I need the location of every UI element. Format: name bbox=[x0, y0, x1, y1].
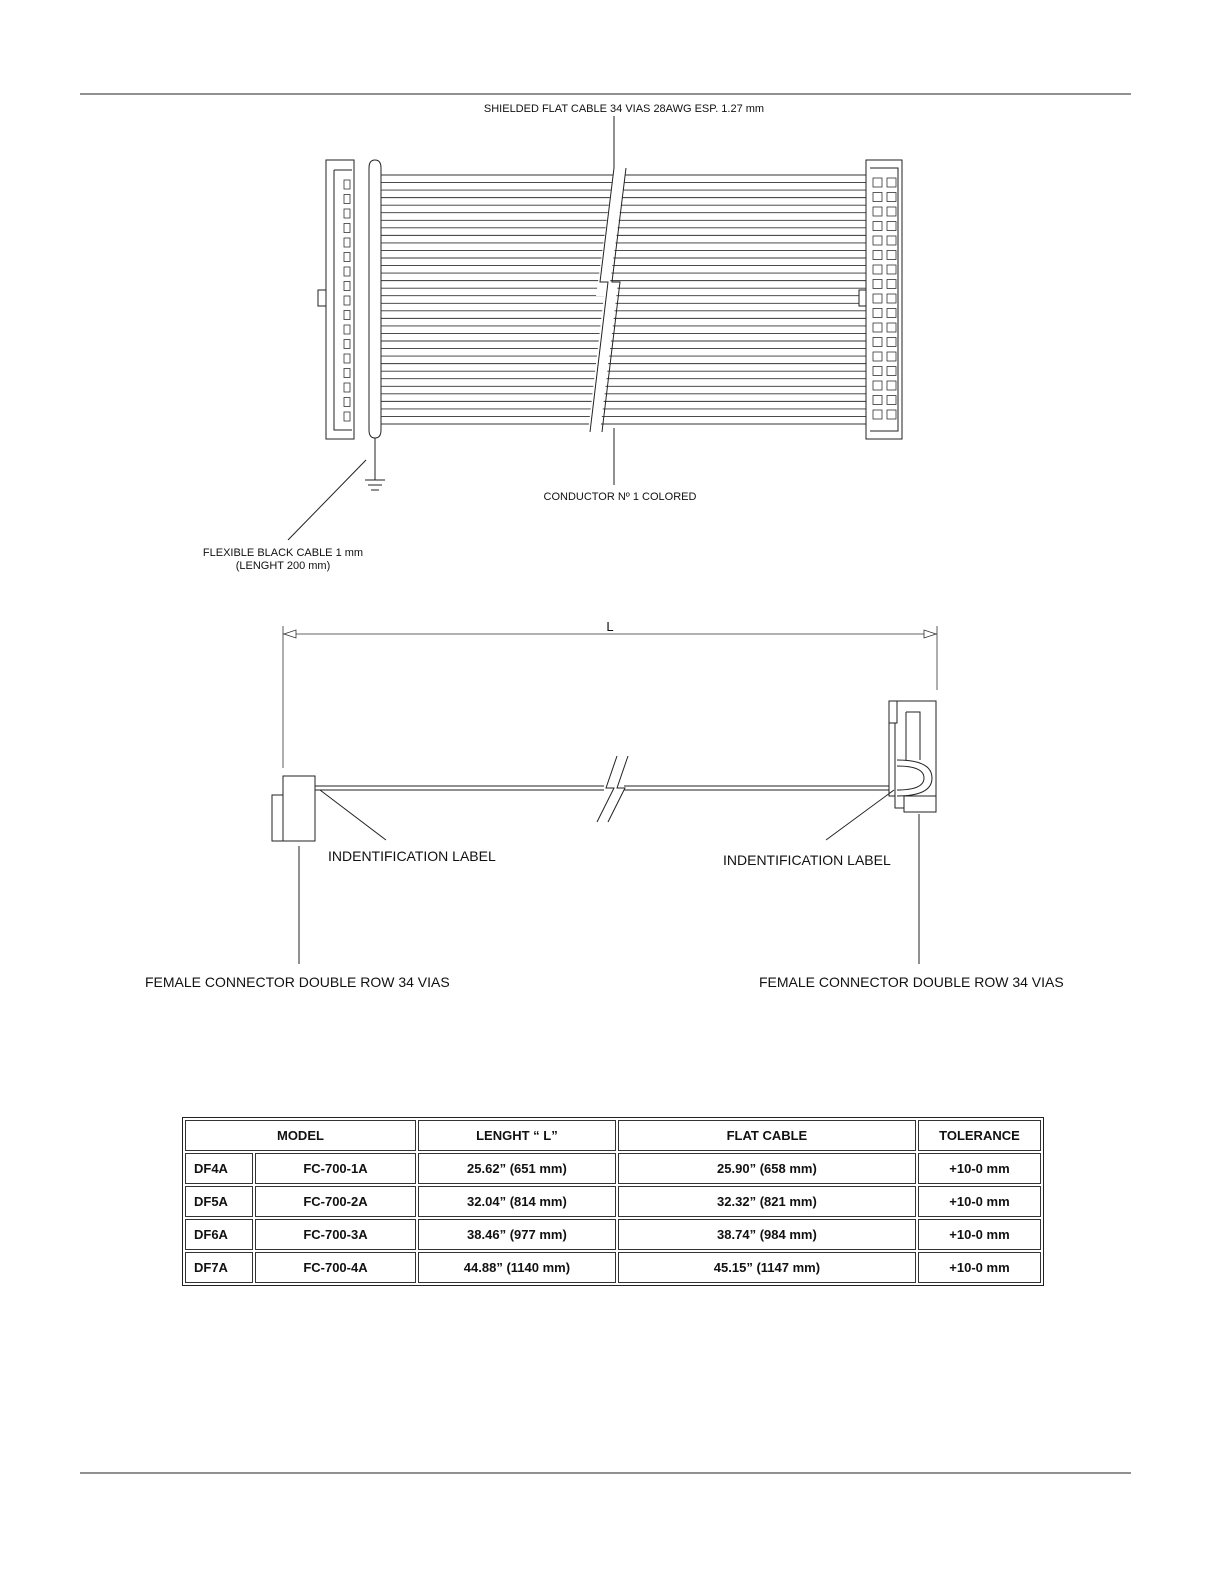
connector-pin bbox=[344, 180, 350, 189]
connector-pin bbox=[873, 309, 882, 318]
header-length: LENGHT “ L” bbox=[418, 1120, 616, 1151]
row-tolerance: +10-0 mm bbox=[918, 1186, 1041, 1217]
connector-pin bbox=[887, 265, 896, 274]
connector-pin bbox=[873, 338, 882, 347]
row-model: FC-700-2A bbox=[255, 1186, 416, 1217]
row-tolerance: +10-0 mm bbox=[918, 1153, 1041, 1184]
connector-pin bbox=[873, 222, 882, 231]
connector-pin bbox=[887, 280, 896, 289]
connector-pin bbox=[887, 309, 896, 318]
header-flat-cable: FLAT CABLE bbox=[618, 1120, 916, 1151]
connector-pin bbox=[344, 267, 350, 276]
connector-pin bbox=[887, 338, 896, 347]
row-length: 25.62” (651 mm) bbox=[418, 1153, 616, 1184]
connector-pin bbox=[887, 396, 896, 405]
connector-pin bbox=[344, 224, 350, 233]
table-row bbox=[185, 1186, 1041, 1217]
left-id-label-leader bbox=[320, 790, 386, 840]
header-model: MODEL bbox=[185, 1120, 416, 1151]
connector-pin bbox=[873, 367, 882, 376]
ground-cable-label: FLEXIBLE BLACK CABLE 1 mm bbox=[202, 547, 364, 559]
row-flat-cable: 38.74” (984 mm) bbox=[618, 1219, 916, 1250]
connector-pin bbox=[344, 340, 350, 349]
connector-pin bbox=[344, 209, 350, 218]
conductor-label: CONDUCTOR Nº 1 COLORED bbox=[543, 491, 697, 503]
row-tolerance: +10-0 mm bbox=[918, 1219, 1041, 1250]
table-row bbox=[185, 1252, 1041, 1283]
connector-pin bbox=[873, 236, 882, 245]
row-tolerance: +10-0 mm bbox=[918, 1252, 1041, 1283]
row-model: FC-700-3A bbox=[255, 1219, 416, 1250]
side-view-diagram bbox=[145, 619, 1064, 990]
right-identification-label: INDENTIFICATION LABEL bbox=[723, 852, 891, 868]
row-flat-cable: 45.15” (1147 mm) bbox=[618, 1252, 916, 1283]
left-connector-label: FEMALE CONNECTOR DOUBLE ROW 34 VIAS bbox=[145, 974, 450, 990]
connector-pin bbox=[873, 410, 882, 419]
row-length: 38.46” (977 mm) bbox=[418, 1219, 616, 1250]
row-model: FC-700-1A bbox=[255, 1153, 416, 1184]
row-code: DF6A bbox=[185, 1219, 253, 1250]
cable-spec-label: SHIELDED FLAT CABLE 34 VIAS 28AWG ESP. 1.27 mm bbox=[483, 103, 765, 115]
row-code: DF5A bbox=[185, 1186, 253, 1217]
connector-pin bbox=[873, 381, 882, 390]
ground-label-leader bbox=[288, 460, 366, 540]
connector-pin bbox=[887, 367, 896, 376]
connector-pin bbox=[873, 193, 882, 202]
left-identification-label: INDENTIFICATION LABEL bbox=[328, 848, 496, 864]
connector-pin bbox=[344, 296, 350, 305]
ground-symbol-icon bbox=[365, 480, 385, 490]
cable-break-mark bbox=[588, 168, 626, 432]
connector-pin bbox=[873, 178, 882, 187]
row-model: FC-700-4A bbox=[255, 1252, 416, 1283]
left-side-connector bbox=[272, 776, 315, 841]
top-flat-cable-diagram bbox=[203, 103, 902, 572]
connector-pin bbox=[344, 238, 350, 247]
connector-pin bbox=[344, 325, 350, 334]
connector-pin bbox=[344, 383, 350, 392]
connector-pin bbox=[873, 265, 882, 274]
connector-pin bbox=[873, 323, 882, 332]
right-id-label-leader bbox=[826, 790, 894, 840]
row-code: DF4A bbox=[185, 1153, 253, 1184]
connector-pin bbox=[344, 354, 350, 363]
row-flat-cable: 25.90” (658 mm) bbox=[618, 1153, 916, 1184]
right-idc-connector bbox=[859, 160, 902, 439]
row-flat-cable: 32.32” (821 mm) bbox=[618, 1186, 916, 1217]
connector-pin bbox=[887, 236, 896, 245]
length-dimension bbox=[283, 619, 937, 768]
length-label: L bbox=[606, 619, 614, 634]
connector-pin bbox=[873, 294, 882, 303]
ground-cable-length-label: (LENGHT 200 mm) bbox=[235, 560, 331, 572]
connector-pin bbox=[887, 352, 896, 361]
flat-cable-conductors bbox=[381, 175, 866, 424]
connector-pin bbox=[344, 398, 350, 407]
connector-pin bbox=[873, 352, 882, 361]
connector-pin bbox=[887, 410, 896, 419]
connector-pin bbox=[887, 294, 896, 303]
connector-pin bbox=[344, 311, 350, 320]
connector-pin bbox=[887, 222, 896, 231]
row-length: 44.88” (1140 mm) bbox=[418, 1252, 616, 1283]
connector-pin bbox=[887, 207, 896, 216]
side-cable-break-mark bbox=[597, 756, 628, 822]
header-tolerance: TOLERANCE bbox=[918, 1120, 1041, 1151]
table-row bbox=[185, 1153, 1041, 1184]
connector-pin bbox=[887, 178, 896, 187]
connector-pin bbox=[344, 282, 350, 291]
connector-pin bbox=[344, 369, 350, 378]
connector-pin bbox=[344, 412, 350, 421]
connector-pin bbox=[873, 396, 882, 405]
ground-wire-clamp bbox=[369, 160, 381, 438]
connector-pin bbox=[873, 207, 882, 216]
connector-pin bbox=[887, 381, 896, 390]
connector-pin bbox=[344, 195, 350, 204]
connector-pin bbox=[873, 251, 882, 260]
connector-pin bbox=[887, 323, 896, 332]
connector-pin bbox=[873, 280, 882, 289]
connector-pin bbox=[887, 193, 896, 202]
right-side-connector bbox=[889, 701, 936, 812]
right-connector-label: FEMALE CONNECTOR DOUBLE ROW 34 VIAS bbox=[759, 974, 1064, 990]
row-code: DF7A bbox=[185, 1252, 253, 1283]
row-length: 32.04” (814 mm) bbox=[418, 1186, 616, 1217]
connector-pin bbox=[344, 253, 350, 262]
model-spec-table bbox=[182, 1117, 1044, 1286]
left-idc-connector bbox=[318, 160, 354, 439]
table-header-row bbox=[185, 1120, 1041, 1151]
connector-pin bbox=[887, 251, 896, 260]
table-row bbox=[185, 1219, 1041, 1250]
